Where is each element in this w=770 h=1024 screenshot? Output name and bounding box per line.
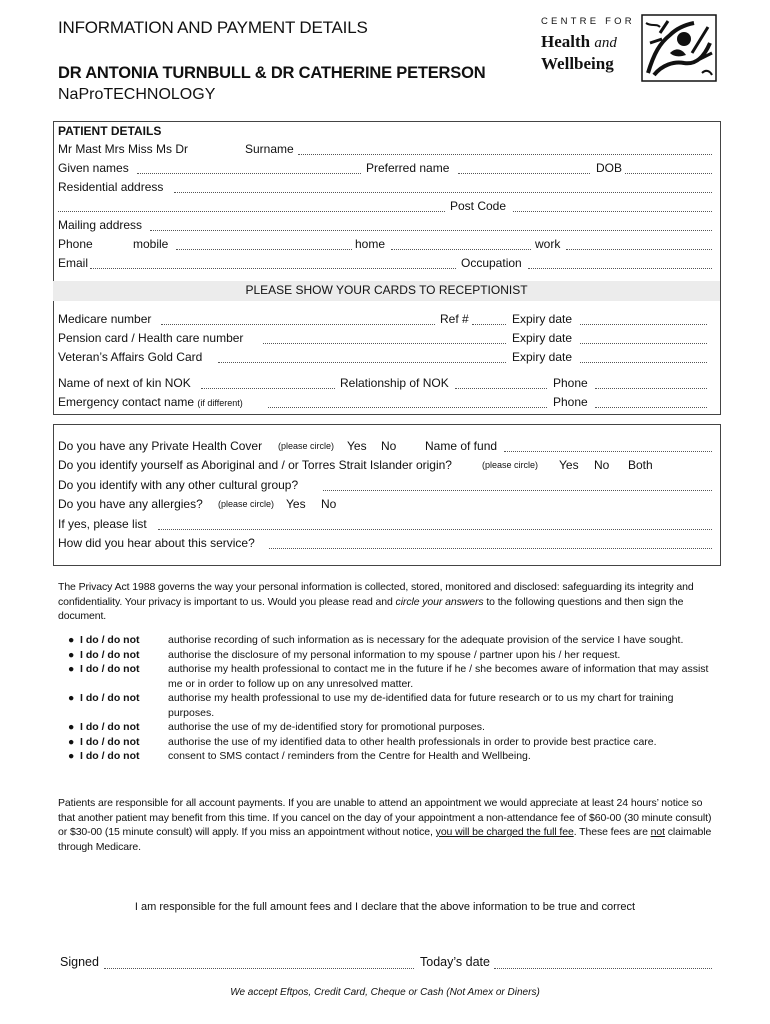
aboriginal-row xyxy=(58,456,712,475)
health-cover-row xyxy=(58,437,712,456)
please-circle-note: (please circle) xyxy=(482,460,539,470)
medicare-expiry-label: Expiry date xyxy=(512,312,573,326)
please-circle-note: (please circle) xyxy=(218,499,275,509)
allergy-list-field[interactable] xyxy=(158,529,712,530)
nok-label: Name of next of kin NOK xyxy=(58,376,191,390)
nok-row xyxy=(58,374,712,393)
postcode-label: Post Code xyxy=(450,199,507,213)
phone-row xyxy=(58,235,712,254)
aboriginal-question: Do you identify yourself as Aboriginal and / or Torres Strait Islander origin? xyxy=(58,458,452,472)
nok-phone-field[interactable] xyxy=(595,388,707,389)
dob-label: DOB xyxy=(596,161,623,175)
email-field[interactable] xyxy=(90,268,456,269)
aboriginal-both[interactable]: Both xyxy=(628,458,653,472)
medicare-expiry-field[interactable] xyxy=(580,324,707,325)
logo-line2: Wellbeing xyxy=(541,54,614,73)
health-cover-yes[interactable]: Yes xyxy=(347,439,367,453)
payment-methods-footer: We accept Eftpos, Credit Card, Cheque or Cash (Not Amex or Diners) xyxy=(230,987,540,998)
given-names-label: Given names xyxy=(58,161,129,175)
work-label: work xyxy=(535,237,561,251)
patient-heading-row xyxy=(58,122,712,141)
health-cover-question: Do you have any Private Health Cover xyxy=(58,439,263,453)
consent-item[interactable]: ● I do / do not authorise my health professional to use my de-identified data for future research or to us my chart for training purposes. xyxy=(68,692,674,719)
consent-item[interactable]: ● I do / do not authorise the disclosure of my personal information to my spouse / partner upon his / her request. xyxy=(68,648,621,661)
pension-expiry-field[interactable] xyxy=(580,343,707,344)
nok-relationship-field[interactable] xyxy=(455,388,547,389)
veteran-expiry-field[interactable] xyxy=(580,362,707,363)
allergy-list-row xyxy=(58,515,712,534)
consent-item[interactable]: ● I do / do not consent to SMS contact / reminders from the Centre for Health and Wellbeing. xyxy=(68,750,531,762)
residential-field[interactable] xyxy=(174,192,712,193)
fund-field[interactable] xyxy=(504,451,712,452)
patient-details-heading: PATIENT DETAILS xyxy=(58,124,162,138)
allergies-no[interactable]: No xyxy=(321,497,337,511)
surname-label: Surname xyxy=(245,142,294,156)
nok-phone-label: Phone xyxy=(553,376,588,390)
cards-banner-row xyxy=(53,281,720,300)
pension-row xyxy=(58,329,712,348)
consent-item[interactable]: ● I do / do not authorise the use of my de-identified story for promotional purposes. xyxy=(68,721,485,733)
phone-label: Phone xyxy=(58,237,93,251)
preferred-name-label: Preferred name xyxy=(366,161,450,175)
occupation-field[interactable] xyxy=(528,268,712,269)
emergency-row xyxy=(58,393,712,412)
veteran-field[interactable] xyxy=(218,362,506,363)
residential-row xyxy=(58,178,712,197)
postcode-row xyxy=(58,197,712,216)
surname-field[interactable] xyxy=(298,154,712,155)
consent-item[interactable]: ● I do / do not authorise the use of my identified data to other health professionals in order to provide best practice care. xyxy=(68,735,657,748)
nok-relationship-label: Relationship of NOK xyxy=(340,376,449,390)
emergency-field[interactable] xyxy=(268,407,547,408)
veteran-expiry-label: Expiry date xyxy=(512,350,573,364)
preferred-name-field[interactable] xyxy=(458,173,590,174)
allergies-yes[interactable]: Yes xyxy=(286,497,306,511)
payment-policy: Patients are responsible for all account payments. If you are unable to attend an appointment we would appreciate at least 24 hours’ notice so that another patient may benefit from this time. If you cancel on the day of your appointment a non-attendance fee of $60-00 (30 minute consult) or $30-00 (15 minute consult) will apply. If you miss an appointment without notice, you will be charged the full fee. These fees are not claimable through Medicare. xyxy=(58,797,712,853)
ref-label: Ref # xyxy=(440,312,469,326)
signed-label: Signed xyxy=(60,955,99,969)
medicare-label: Medicare number xyxy=(58,312,152,326)
emergency-phone-label: Phone xyxy=(553,395,588,409)
cultural-question: Do you identify with any other cultural group? xyxy=(58,478,299,492)
pension-field[interactable] xyxy=(263,343,506,344)
signature-row xyxy=(58,953,712,972)
mobile-field[interactable] xyxy=(176,249,352,250)
please-circle-note: (please circle) xyxy=(278,441,335,451)
cultural-row xyxy=(58,476,712,495)
pension-expiry-label: Expiry date xyxy=(512,331,573,345)
logo-figure-icon xyxy=(640,13,718,83)
mailing-field[interactable] xyxy=(150,230,712,231)
dob-field[interactable] xyxy=(625,173,712,174)
home-label: home xyxy=(355,237,386,251)
mobile-label: mobile xyxy=(133,237,169,251)
home-field[interactable] xyxy=(391,249,531,250)
mailing-label: Mailing address xyxy=(58,218,143,232)
allergies-question: Do you have any allergies? xyxy=(58,497,203,511)
referral-field[interactable] xyxy=(269,548,712,549)
medicare-field[interactable] xyxy=(161,324,435,325)
consent-item[interactable]: ● I do / do not authorise my health professional to contact me in the future if he / she becomes aware of information that may assist me or in order to follow up on any unresolved matter. xyxy=(68,663,709,690)
todays-date-label: Today’s date xyxy=(420,955,490,969)
allergies-row xyxy=(58,495,712,514)
doctors-heading: DR ANTONIA TURNBULL & DR CATHERINE PETERSON xyxy=(58,64,486,82)
signature-field[interactable] xyxy=(104,968,414,969)
referral-row xyxy=(58,534,712,553)
logo-line1: Health and xyxy=(541,32,617,51)
nok-field[interactable] xyxy=(201,388,335,389)
pension-label: Pension card / Health care number xyxy=(58,331,244,345)
privacy-intro: The Privacy Act 1988 governs the way your personal information is collected, stored, monitored and disclosed: safeguarding its integrity and confidentiality. Your privacy is important to us. Would you please read and circle your answers to the following questions and then sign the document. xyxy=(58,581,694,622)
work-field[interactable] xyxy=(566,249,712,250)
medicare-row xyxy=(58,310,712,329)
consent-item[interactable]: ● I do / do not authorise recording of such information as is necessary for the adequate provision of the service I have sought. xyxy=(68,634,684,646)
logo-top-text: CENTRE FOR xyxy=(541,16,635,27)
page-subtitle: NaProTECHNOLOGY xyxy=(58,86,216,103)
residential-field-line2[interactable] xyxy=(58,211,445,212)
emergency-phone-field[interactable] xyxy=(595,407,707,408)
mailing-row xyxy=(58,216,712,235)
allergy-list-label: If yes, please list xyxy=(58,517,147,531)
title-surname-row xyxy=(58,140,712,159)
cards-banner-text: PLEASE SHOW YOUR CARDS TO RECEPTIONIST xyxy=(245,283,528,297)
email-label: Email xyxy=(58,256,89,270)
declaration-text: I am responsible for the full amount fees and I declare that the above information to be true and correct xyxy=(134,901,636,913)
veteran-row xyxy=(58,348,712,367)
cultural-field[interactable] xyxy=(323,490,712,491)
fund-label: Name of fund xyxy=(425,439,498,453)
veteran-label: Veteran’s Affairs Gold Card xyxy=(58,350,203,364)
occupation-label: Occupation xyxy=(461,256,522,270)
emergency-label: Emergency contact name (if different) xyxy=(58,395,243,409)
todays-date-field[interactable] xyxy=(494,968,712,969)
health-cover-no[interactable]: No xyxy=(381,439,397,453)
postcode-field[interactable] xyxy=(513,211,712,212)
page-title: INFORMATION AND PAYMENT DETAILS xyxy=(58,18,368,37)
aboriginal-no[interactable]: No xyxy=(594,458,610,472)
referral-question: How did you hear about this service? xyxy=(58,536,255,550)
email-row xyxy=(58,254,712,273)
given-names-row xyxy=(58,159,712,178)
title-options[interactable]: Mr Mast Mrs Miss Ms Dr xyxy=(58,142,188,156)
aboriginal-yes[interactable]: Yes xyxy=(559,458,579,472)
residential-label: Residential address xyxy=(58,180,164,194)
ref-field[interactable] xyxy=(472,324,506,325)
consent-list xyxy=(68,633,715,764)
given-names-field[interactable] xyxy=(137,173,361,174)
